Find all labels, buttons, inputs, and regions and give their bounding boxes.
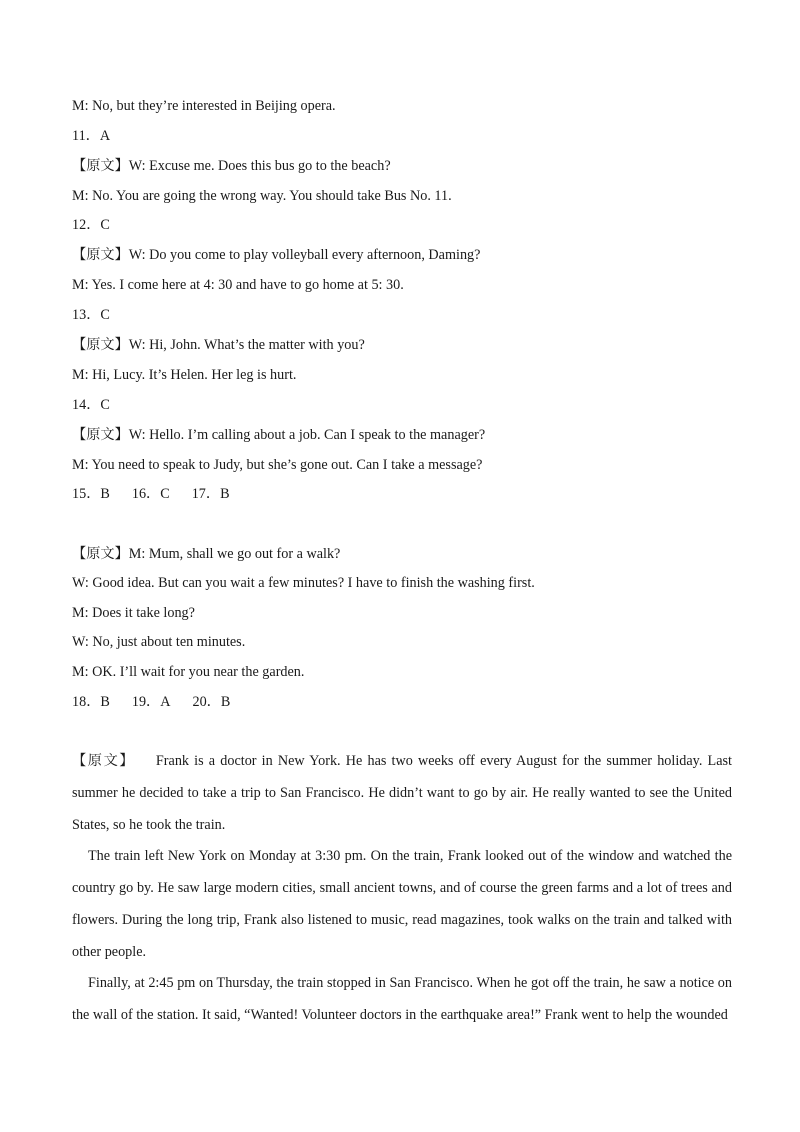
dialogue-line: M: Hi, Lucy. It’s Helen. Her leg is hurt. xyxy=(72,367,297,383)
dialogue-line: 【原文】W: Hi, John. What’s the matter with you? xyxy=(72,337,365,353)
answers-15-17 xyxy=(72,485,230,503)
dialogue-line: 【原文】W: Hello. I’m calling about a job. Can I speak to the manager? xyxy=(72,427,486,443)
dialogue-line: M: OK. I’ll wait for you near the garden. xyxy=(72,664,305,680)
dialogue-line: M: No, but they’re interested in Beijing opera. xyxy=(72,98,336,114)
answer-18: 18．B xyxy=(72,694,110,710)
answer-14: 14．C xyxy=(72,397,110,413)
passage-paragraph-1 xyxy=(72,745,732,841)
dialogue-line: 【原文】W: Excuse me. Does this bus go to the beach? xyxy=(72,158,391,174)
dialogue-line: W: Good idea. But can you wait a few minutes? I have to finish the washing first. xyxy=(72,575,535,591)
answer-13: 13．C xyxy=(72,307,110,323)
paragraph-text: Finally, at 2:45 pm on Thursday, the train stopped in San Francisco. When he got off the train, he saw a notice on the wall of the station. It said, “Wanted! Volunteer doctors in the earthquake area!” Frank went to help the wounded xyxy=(72,975,732,1023)
answers-18-20 xyxy=(72,693,230,711)
dialogue-line: M: Yes. I come here at 4: 30 and have to go home at 5: 30. xyxy=(72,277,404,293)
dialogue-line: W: No, just about ten minutes. xyxy=(72,634,246,650)
paragraph-text: Frank is a doctor in New York. He has two weeks off every August for the summer holiday. Last summer he decided to take a trip to San Francisco. He didn’t want to go by air. He really wanted to see the United States, so he took the train. xyxy=(72,753,732,833)
answer-17: 17．B xyxy=(191,486,230,502)
answer-16: 16．C xyxy=(131,486,170,502)
answer-15: 15．B xyxy=(72,486,110,502)
answer-11: 11．A xyxy=(72,128,111,144)
dialogue-line: M: No. You are going the wrong way. You should take Bus No. 11. xyxy=(72,188,452,204)
answer-19: 19．A xyxy=(131,694,171,710)
dialogue-line: M: Does it take long? xyxy=(72,605,195,621)
dialogue-line: 【原文】W: Do you come to play volleyball every afternoon, Daming? xyxy=(72,247,481,263)
passage-paragraph-2 xyxy=(72,840,732,968)
answer-12: 12．C xyxy=(72,217,110,233)
passage-paragraph-3 xyxy=(72,967,732,1031)
dialogue-line: 【原文】M: Mum, shall we go out for a walk? xyxy=(72,546,341,562)
dialogue-line: M: You need to speak to Judy, but she’s gone out. Can I take a message? xyxy=(72,457,483,473)
paragraph-text: The train left New York on Monday at 3:30 pm. On the train, Frank looked out of the window and watched the country go by. He saw large modern cities, small ancient towns, and of course the green farms and a lot of trees and flowers. During the long trip, Frank also listened to music, read magazines, took walks on the train and talked with other people. xyxy=(72,848,732,960)
source-tag: 【原文】 xyxy=(72,753,136,769)
answer-20: 20．B xyxy=(192,694,231,710)
